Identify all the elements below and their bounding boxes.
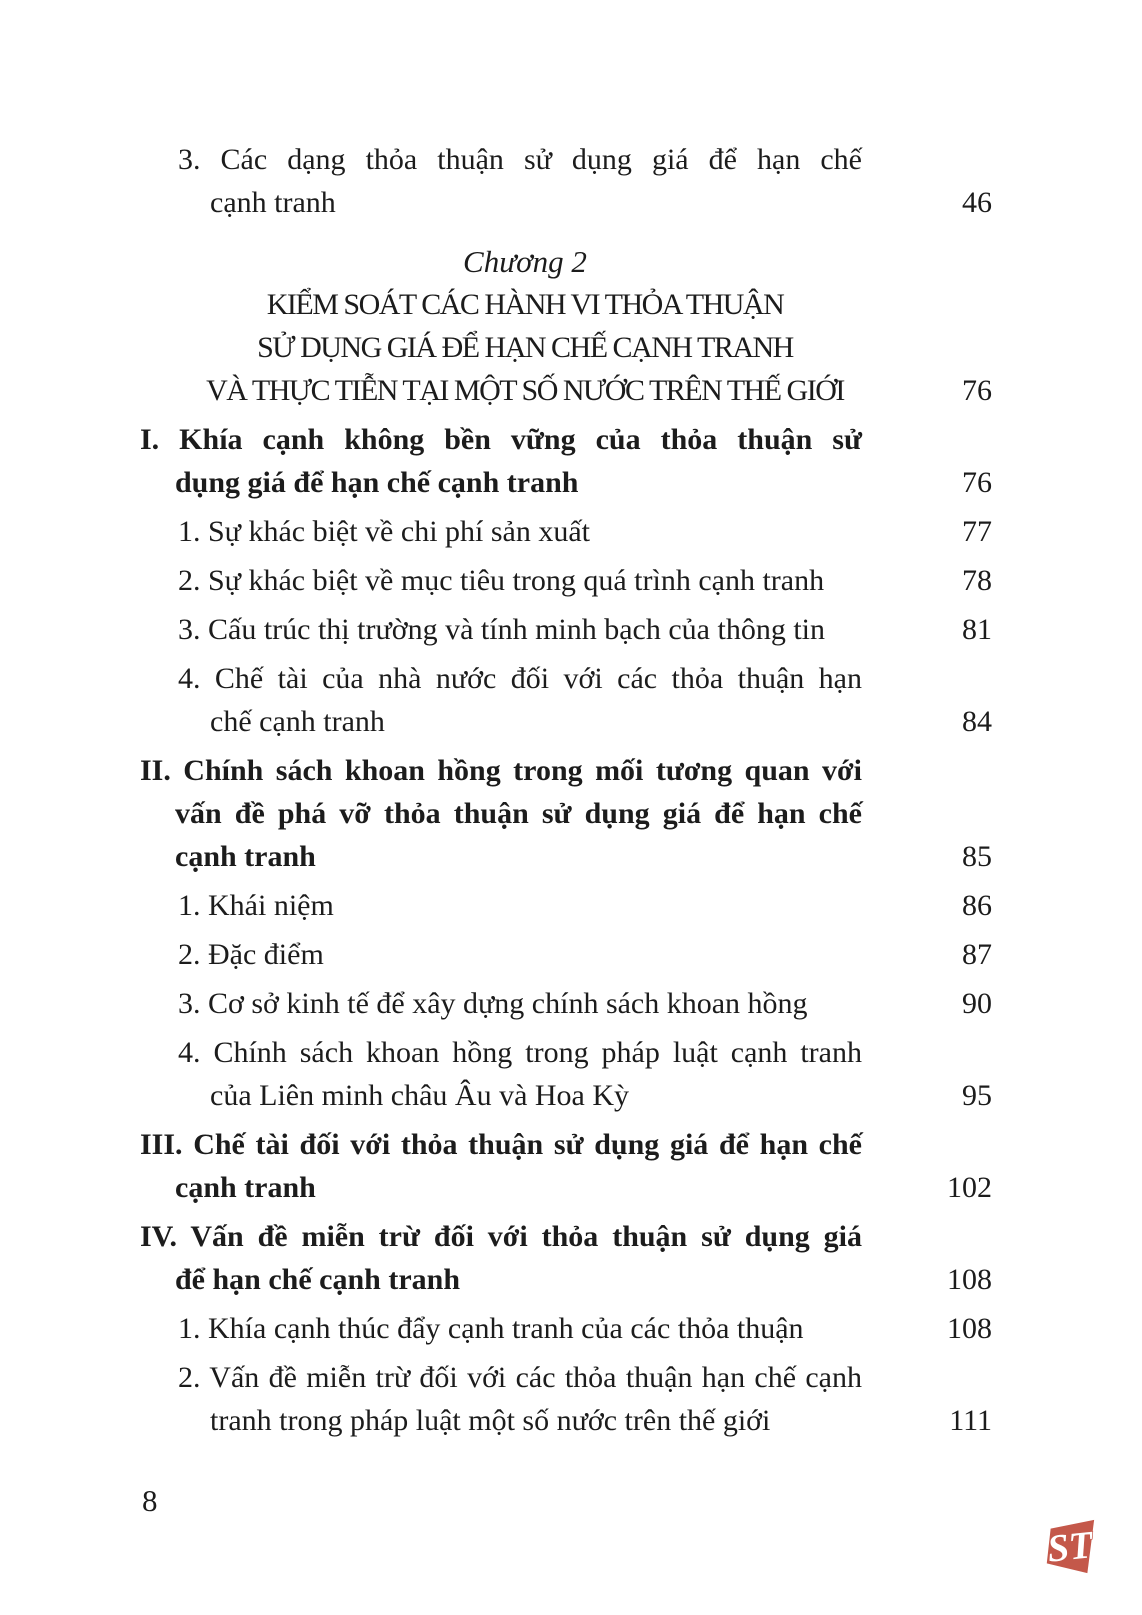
- toc-page-ref: 78: [962, 564, 992, 597]
- toc-entry-line: chế cạnh tranh: [210, 705, 385, 738]
- toc-entry: [140, 1307, 992, 1350]
- toc-entry: [140, 1215, 992, 1301]
- toc-page-ref: 46: [962, 186, 992, 219]
- toc-entry-line: IV. Vấn đề miễn trừ đối với thỏa thuận sử dụng giá: [140, 1220, 862, 1253]
- toc-page-ref: 77: [962, 515, 992, 548]
- toc-entry-text: [140, 749, 862, 878]
- toc-entry-text: [140, 1307, 862, 1350]
- toc-entry-line: I. Khía cạnh không bền vững của thỏa thuận sử: [140, 423, 862, 456]
- toc-page-ref: 102: [947, 1171, 992, 1204]
- toc-entry-text: [140, 1123, 862, 1209]
- toc-page-ref: 108: [947, 1263, 992, 1296]
- toc-entry-line: 3. Cơ sở kinh tế để xây dựng chính sách khoan hồng: [178, 987, 808, 1020]
- toc-entry-line: 1. Sự khác biệt về chi phí sản xuất: [178, 515, 591, 548]
- toc-page-ref: 90: [962, 987, 992, 1020]
- toc-entry: [140, 510, 992, 553]
- toc-entry: [140, 749, 992, 878]
- toc-entry: [140, 884, 992, 927]
- toc-entry-line: cạnh tranh: [175, 1171, 316, 1204]
- toc-entry: [140, 138, 992, 224]
- toc-page-ref: 108: [947, 1312, 992, 1345]
- toc-entry-line: của Liên minh châu Âu và Hoa Kỳ: [210, 1079, 630, 1112]
- toc-entry-line: dụng giá để hạn chế cạnh tranh: [175, 466, 579, 499]
- toc-entry-line: 2. Vấn đề miễn trừ đối với các thỏa thuận hạn chế cạnh: [178, 1361, 862, 1394]
- toc-entry: [140, 559, 992, 602]
- toc-page-ref: 111: [949, 1404, 992, 1437]
- toc-page-ref: 86: [962, 889, 992, 922]
- toc-entry-line: cạnh tranh: [210, 186, 336, 219]
- toc-entry: [140, 982, 992, 1025]
- toc-entry-line: 4. Chế tài của nhà nước đối với các thỏa thuận hạn: [178, 662, 862, 695]
- toc-entry-line: 4. Chính sách khoan hồng trong pháp luật cạnh tranh: [178, 1036, 862, 1069]
- toc-entry-text: [140, 884, 862, 927]
- toc-entry-text: [140, 418, 862, 504]
- toc-page-ref: 81: [962, 613, 992, 646]
- toc-entry-text: [140, 657, 862, 743]
- toc-entry-text: [140, 510, 862, 553]
- chapter-label: Chương 2: [463, 244, 587, 279]
- toc-entry-line: 2. Đặc điểm: [178, 938, 324, 971]
- publisher-logo-svg: [1040, 1517, 1098, 1575]
- toc-entry: [140, 933, 992, 976]
- chapter-title-line: SỬ DỤNG GIÁ ĐỂ HẠN CHẾ CẠNH TRANH: [257, 331, 793, 364]
- toc-page-ref: 76: [962, 466, 992, 499]
- toc-entry-text: [140, 933, 862, 976]
- logo-text: ST: [1045, 1524, 1095, 1571]
- publisher-logo: [1040, 1517, 1098, 1575]
- toc-entry-text: [140, 240, 910, 412]
- toc-page-ref: 76: [962, 374, 992, 407]
- toc-entry-line: vấn đề phá vỡ thỏa thuận sử dụng giá để hạn chế: [175, 797, 862, 830]
- toc-entry-line: 3. Cấu trúc thị trường và tính minh bạch của thông tin: [178, 613, 826, 646]
- toc-entry-text: [140, 138, 862, 224]
- toc-entry-line: III. Chế tài đối với thỏa thuận sử dụng giá để hạn chế: [140, 1128, 862, 1161]
- toc-entry: [140, 1031, 992, 1117]
- page-number: 8: [142, 1483, 158, 1518]
- toc-entry-text: [140, 1356, 862, 1442]
- toc-entry-line: II. Chính sách khoan hồng trong mối tương quan với: [140, 754, 862, 787]
- toc-entry-line: 1. Khía cạnh thúc đẩy cạnh tranh của các thỏa thuận: [178, 1312, 804, 1345]
- toc-entry-text: [140, 1215, 862, 1301]
- toc-entry-text: [140, 559, 862, 602]
- toc-entry-text: [140, 1031, 862, 1117]
- toc-entry: [140, 608, 992, 651]
- toc-page-ref: 84: [962, 705, 992, 738]
- toc-page-ref: 87: [962, 938, 992, 971]
- toc-entry-line: 1. Khái niệm: [178, 889, 334, 922]
- chapter-title-line: KIỂM SOÁT CÁC HÀNH VI THỎA THUẬN: [266, 288, 784, 321]
- toc-entry-text: [140, 982, 862, 1025]
- toc-entry-line: tranh trong pháp luật một số nước trên thế giới: [210, 1404, 771, 1437]
- toc-entry-line: để hạn chế cạnh tranh: [175, 1263, 461, 1296]
- chapter-title-line: VÀ THỰC TIỄN TẠI MỘT SỐ NƯỚC TRÊN THẾ GIỚI: [206, 374, 844, 407]
- toc-entry-line: 2. Sự khác biệt về mục tiêu trong quá trình cạnh tranh: [178, 564, 825, 597]
- toc-entry: [140, 657, 992, 743]
- toc-entry-text: [140, 608, 862, 651]
- toc-entry: [140, 1123, 992, 1209]
- toc-entry-line: cạnh tranh: [175, 840, 316, 873]
- toc-page-ref: 95: [962, 1079, 992, 1112]
- table-of-contents: [140, 138, 992, 1448]
- toc-entry: [140, 418, 992, 504]
- toc-chapter-entry: [140, 240, 992, 412]
- toc-entry: [140, 1356, 992, 1442]
- toc-page-ref: 85: [962, 840, 992, 873]
- toc-entry-line: 3. Các dạng thỏa thuận sử dụng giá để hạn chế: [178, 143, 862, 176]
